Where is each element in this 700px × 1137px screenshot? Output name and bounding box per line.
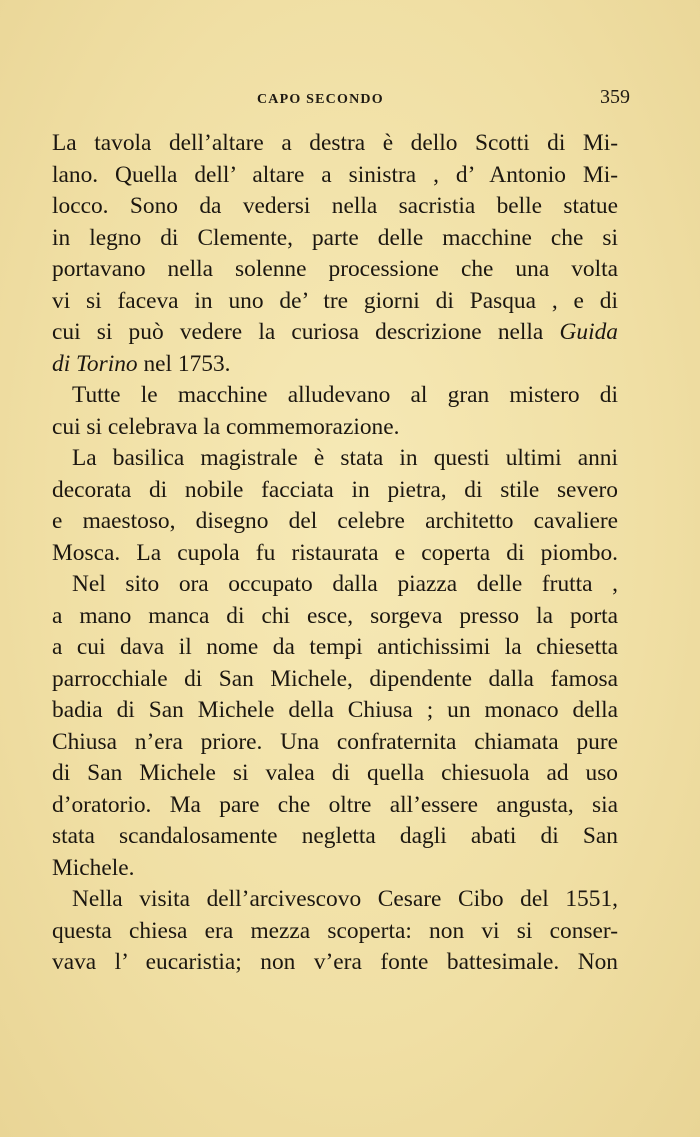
text-line: parrocchiale di San Michele, dipendente dalla famosa <box>52 665 618 692</box>
text-line: di San Michele si valea di quella chiesuola ad uso <box>52 760 618 786</box>
body-text <box>52 128 618 979</box>
italic-title: Guida <box>559 319 618 345</box>
page-header <box>52 88 630 118</box>
text-segment: cui si può vedere la curiosa descrizione nella <box>52 319 544 345</box>
text-line: locco. Sono da vedersi nella sacristia belle statue <box>52 193 618 219</box>
text-line: e maestoso, disegno del celebre architetto cavaliere <box>52 508 618 534</box>
text-line: questa chiesa era mezza scoperta: non vi si conser- <box>52 917 618 944</box>
page-number: 359 <box>600 86 630 108</box>
text-line: decorata di nobile facciata in pietra, di stile severo <box>52 476 618 503</box>
text-line: La tavola dell’altare a destra è dello Scotti di Mi- <box>52 130 618 156</box>
text-line: Mosca. La cupola fu ristaurata e coperta di piombo. <box>52 539 618 566</box>
text-line: vi si faceva in uno de’ tre giorni di Pasqua , e di <box>52 287 618 314</box>
paragraph-5 <box>52 884 618 979</box>
text-line: badia di San Michele della Chiusa ; un monaco della <box>52 697 618 723</box>
text-line: Nel sito ora occupato dalla piazza delle frutta , <box>72 571 618 597</box>
text-line: vava l’ eucaristia; non v’era fonte battesimale. Non <box>52 949 618 975</box>
text-line: stata scandalosamente negletta dagli abati di San <box>52 823 618 849</box>
text-segment: nel 1753. <box>143 350 231 377</box>
paragraph-3 <box>52 443 618 569</box>
running-head: CAPO SECONDO <box>257 92 384 107</box>
text-line: portavano nella solenne processione che una volta <box>52 256 618 282</box>
text-line: Nella visita dell’arcivescovo Cesare Cibo del 1551, <box>72 886 618 912</box>
paragraph-1 <box>52 128 618 380</box>
text-line: a cui dava il nome da tempi antichissimi la chiesetta <box>52 634 618 660</box>
text-line: Michele. <box>52 854 135 881</box>
text-line: La basilica magistrale è stata in questi ultimi anni <box>72 445 618 471</box>
paragraph-2 <box>52 380 618 443</box>
text-line: Chiusa n’era priore. Una confraternita chiamata pure <box>52 728 618 755</box>
text-line: d’oratorio. Ma pare che oltre all’essere angusta, sia <box>52 791 618 818</box>
italic-title: di Torino <box>52 350 138 377</box>
paragraph-4 <box>52 569 618 884</box>
text-line <box>52 317 618 349</box>
text-line: a mano manca di chi esce, sorgeva presso la porta <box>52 602 618 629</box>
text-line <box>52 349 618 381</box>
text-line: in legno di Clemente, parte delle macchine che si <box>52 224 618 251</box>
text-line: Tutte le macchine alludevano al gran mistero di <box>72 382 618 408</box>
text-line: lano. Quella dell’ altare a sinistra , d’ Antonio Mi- <box>52 161 618 188</box>
text-line: cui si celebrava la commemorazione. <box>52 413 400 440</box>
